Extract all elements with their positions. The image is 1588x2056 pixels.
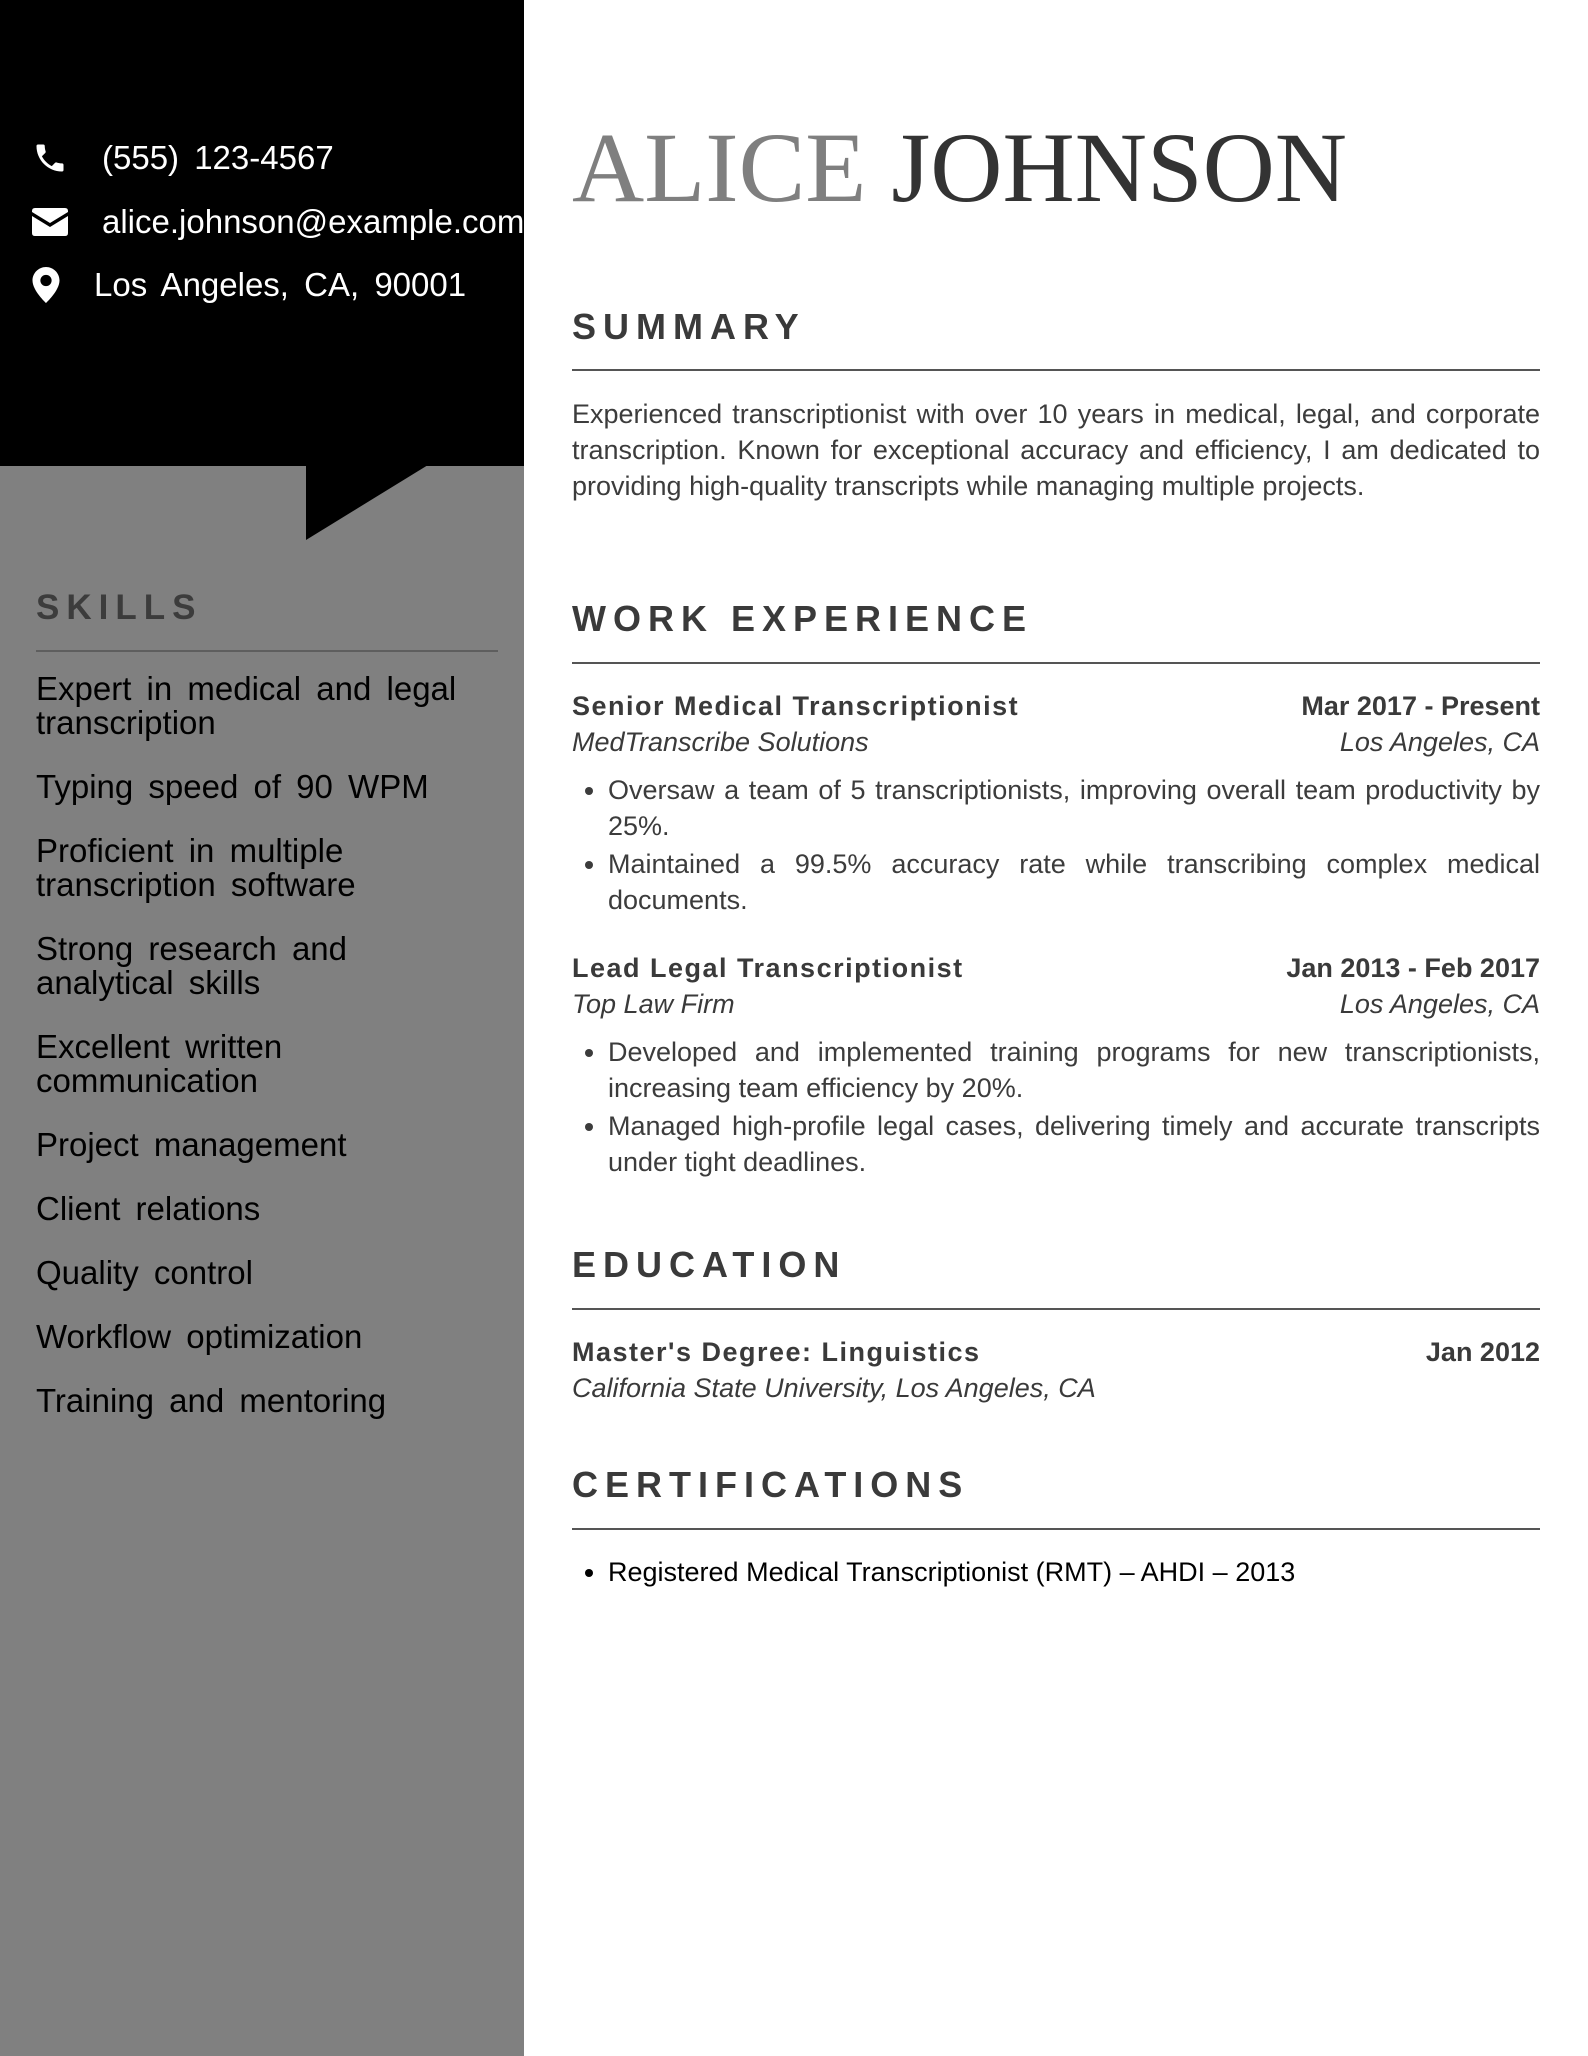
header-notch <box>306 465 428 540</box>
job-bullets <box>572 772 1540 920</box>
first-name: ALICE <box>572 112 867 223</box>
contact-email[interactable] <box>32 203 524 241</box>
education-header <box>572 1335 1540 1369</box>
job-subheader <box>572 725 1540 759</box>
map-pin-icon <box>32 267 94 303</box>
phone-text: (555) 123-4567 <box>102 139 334 176</box>
job-title: Lead Legal Transcriptionist <box>572 953 964 983</box>
job-bullet: • Maintained a 99.5% accuracy rate while transcribing complex medical documents. <box>608 846 1540 918</box>
skill-item: Quality control <box>36 1254 253 1291</box>
summary-divider <box>572 369 1540 371</box>
skill-item: Project management <box>36 1126 347 1163</box>
envelope-icon <box>32 208 102 236</box>
certification-item: • Registered Medical Transcriptionist (RMT) – AHDI – 2013 <box>608 1554 1540 1590</box>
contact-phone[interactable] <box>32 139 334 177</box>
skill-item: Strong research and analytical skills <box>36 930 348 1001</box>
job-dates: Jan 2013 - Feb 2017 <box>1286 953 1540 983</box>
skill-item: Workflow optimization <box>36 1318 363 1355</box>
skills-divider <box>36 650 498 652</box>
job-bullets <box>572 1034 1540 1182</box>
education-heading: EDUCATION <box>572 1244 847 1285</box>
job-bullet: • Developed and implemented training programs for new transcriptionists, increasing team efficiency by 20%. <box>608 1034 1540 1106</box>
skills-list <box>36 672 486 1448</box>
skill-item: Excellent written communication <box>36 1028 283 1099</box>
school: California State University, Los Angeles, CA <box>572 1373 1096 1403</box>
skill-item: Expert in medical and legal transcription <box>36 670 457 741</box>
job-bullet: • Managed high-profile legal cases, delivering timely and accurate transcripts under tight deadlines. <box>608 1108 1540 1180</box>
contact-header <box>0 0 524 466</box>
main-content <box>572 0 1540 2056</box>
job-title: Senior Medical Transcriptionist <box>572 691 1020 721</box>
education-divider <box>572 1308 1540 1310</box>
job-location: Los Angeles, CA <box>1339 989 1540 1019</box>
job-header <box>572 951 1540 985</box>
email-text: alice.johnson@example.com <box>102 203 525 240</box>
skill-item: Proficient in multiple transcription software <box>36 832 356 903</box>
job-header <box>572 689 1540 723</box>
degree: Master's Degree: Linguistics <box>572 1337 981 1367</box>
job-company: MedTranscribe Solutions <box>572 727 869 757</box>
skill-item: Training and mentoring <box>36 1382 387 1419</box>
education-subheader <box>572 1371 1540 1405</box>
skill-item: Client relations <box>36 1190 261 1227</box>
job-location: Los Angeles, CA <box>1339 727 1540 757</box>
job-dates: Mar 2017 - Present <box>1301 691 1540 721</box>
last-name: JOHNSON <box>891 112 1348 223</box>
certifications-divider <box>572 1528 1540 1530</box>
summary-text: Experienced transcriptionist with over 10 years in medical, legal, and corporate transcription. Known for exceptional accuracy and efficiency, I am dedicated to providing high-quality transcripts while managing multiple projects. <box>572 399 1540 501</box>
job-bullet: • Oversaw a team of 5 transcriptionists, improving overall team productivity by 25%. <box>608 772 1540 844</box>
location-text: Los Angeles, CA, 90001 <box>94 266 467 303</box>
sidebar <box>0 0 524 2056</box>
certifications-heading: CERTIFICATIONS <box>572 1464 970 1505</box>
work-heading: WORK EXPERIENCE <box>572 598 1034 639</box>
graduation-date: Jan 2012 <box>1425 1337 1540 1367</box>
phone-icon <box>32 140 102 176</box>
work-divider <box>572 662 1540 664</box>
contact-location <box>32 266 466 304</box>
summary-heading: SUMMARY <box>572 306 806 347</box>
skills-heading: SKILLS <box>36 588 203 627</box>
job-company: Top Law Firm <box>572 989 735 1019</box>
job-subheader <box>572 987 1540 1021</box>
skill-item: Typing speed of 90 WPM <box>36 768 429 805</box>
certifications-list <box>572 1554 1540 1590</box>
candidate-name <box>572 108 1347 228</box>
